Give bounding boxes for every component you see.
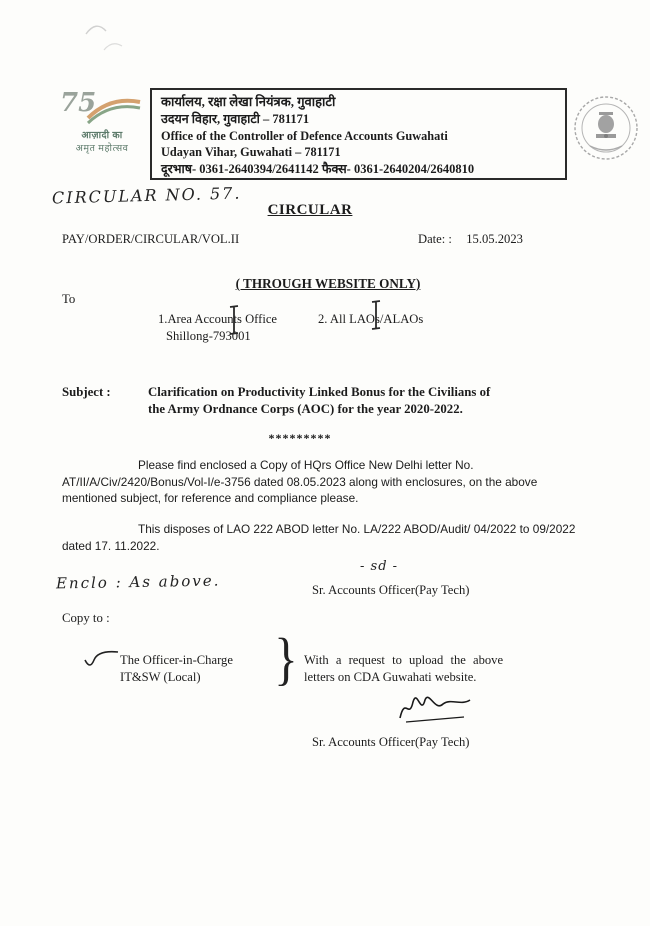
handwritten-tick-icon bbox=[82, 648, 122, 674]
handwritten-enclosure-note: Enclo : As above. bbox=[55, 571, 221, 593]
body-paragraph-1: Please find enclosed a Copy of HQrs Office New Delhi letter No. AT/II/A/Civ/2420/Bonus/Vol-I/e-3756 dated 08.05.2023 along with enclosures, on the above mentioned subject, for reference and compliance please. bbox=[62, 458, 538, 505]
subject-line1: Clarification on Productivity Linked Bonus for the Civilians of bbox=[148, 385, 491, 399]
website-only-notice: ( THROUGH WEBSITE ONLY) bbox=[235, 276, 421, 291]
copy-to-label: Copy to : bbox=[62, 611, 110, 625]
handwritten-sd: - sd - bbox=[360, 559, 399, 574]
handwritten-circular-number: CIRCULAR NO. 57. bbox=[51, 183, 242, 208]
pen-stroke-mark bbox=[226, 304, 242, 336]
addressee-1-line1: 1.Area Accounts Office bbox=[158, 312, 278, 326]
date-line bbox=[418, 232, 523, 247]
body-paragraph-2: This disposes of LAO 222 ABOD letter No. LA/222 ABOD/Audit/ 04/2022 to 09/2022 dated 17. 11.2022. bbox=[62, 522, 576, 553]
addressee-1-line2: Shillong-793001 bbox=[166, 329, 251, 343]
signature-icon bbox=[394, 690, 480, 730]
copy-note-line2: letters on CDA Guwahati website. bbox=[304, 670, 477, 684]
copy-recipient-line1: The Officer-in-Charge bbox=[120, 653, 233, 667]
office-header-box bbox=[150, 88, 567, 180]
date-value: 15.05.2023 bbox=[466, 232, 523, 246]
date-label: Date: : bbox=[418, 232, 452, 246]
copy-note-line1: With a request to upload the above bbox=[304, 653, 504, 667]
logo-text-line2: अमृत महोत्सव bbox=[75, 144, 129, 154]
office-name-english: Office of the Controller of Defence Accounts Guwahati bbox=[161, 128, 448, 143]
flag-swoosh-icon bbox=[84, 92, 144, 126]
stars-separator: ********* bbox=[268, 431, 332, 445]
azadi-mahotsav-logo bbox=[56, 88, 148, 154]
addressee-2: 2. All LAOs/ALAOs bbox=[318, 312, 424, 326]
subject-label: Subject : bbox=[62, 385, 111, 399]
copy-recipient-line2: IT&SW (Local) bbox=[120, 670, 201, 684]
pen-stroke-mark bbox=[368, 299, 384, 331]
signatory-designation-1: Sr. Accounts Officer(Pay Tech) bbox=[312, 583, 470, 597]
logo-75-number: 75 bbox=[60, 88, 97, 118]
grouping-brace: } bbox=[274, 626, 298, 691]
office-contact-line: दूरभाष- 0361-2640394/2641142 फैक्स- 0361-2640204/2640810 bbox=[161, 162, 475, 177]
file-reference: PAY/ORDER/CIRCULAR/VOL.II bbox=[62, 232, 240, 246]
to-label: To bbox=[62, 292, 76, 306]
pencil-scribble-icon bbox=[78, 12, 148, 56]
page-title: CIRCULAR bbox=[267, 202, 353, 218]
subject-line2: the Army Ordnance Corps (AOC) for the year 2020-2022. bbox=[148, 402, 463, 416]
ashoka-emblem-seal bbox=[572, 86, 642, 170]
office-address-english: Udayan Vihar, Guwahati – 781171 bbox=[161, 145, 341, 160]
signatory-designation-2: Sr. Accounts Officer(Pay Tech) bbox=[312, 735, 470, 749]
logo-text-line1: आज़ादी का bbox=[81, 131, 123, 141]
office-address-hindi: उदयन विहार, गुवाहाटी – 781171 bbox=[161, 111, 310, 126]
office-name-hindi: कार्यालय, रक्षा लेखा नियंत्रक, गुवाहाटी bbox=[161, 94, 336, 109]
